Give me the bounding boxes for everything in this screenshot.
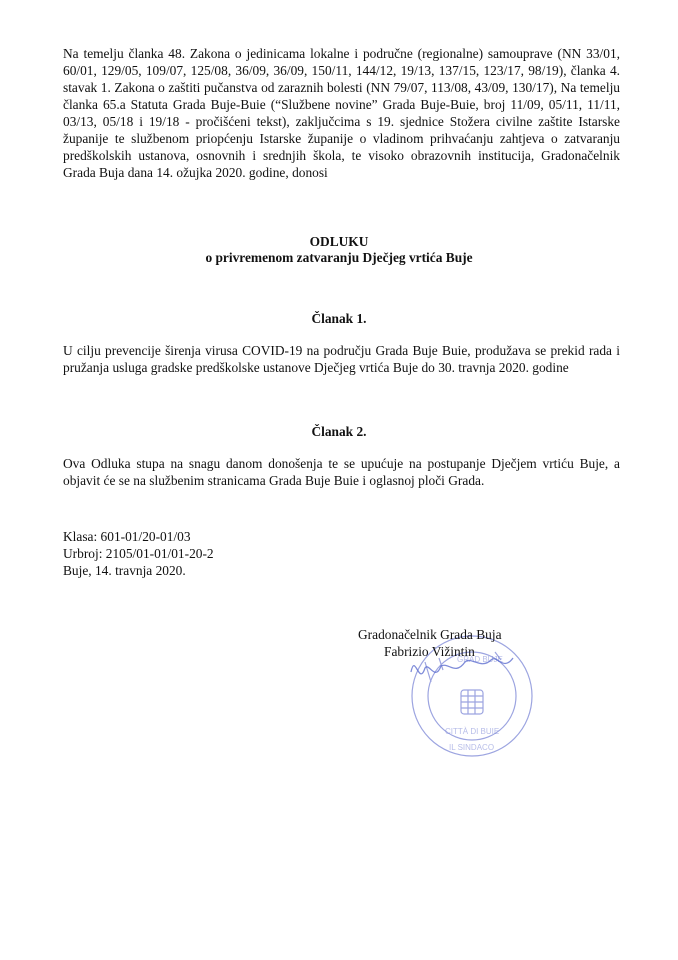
klasa: Klasa: 601-01/20-01/03 <box>63 529 191 544</box>
article-2-heading: Članak 2. <box>311 424 367 439</box>
svg-text:GRAD BUJE: GRAD BUJE <box>457 655 503 664</box>
urbroj: Urbroj: 2105/01-01/01-20-2 <box>63 546 214 561</box>
signatory-role: Gradonačelnik Grada Buja <box>358 627 502 642</box>
article-2-text: Ova Odluka stupa na snagu danom donošenja te se upućuje na postupanje Dječjem vrtiću Buje, a objavit će se na službenim stranicama Grada Buje Buie i oglasnoj ploči Grada. <box>63 456 620 488</box>
signatory-name: Fabrizio Vižintin <box>384 644 475 659</box>
preamble-paragraph: Na temelju članka 48. Zakona o jedinicama lokalne i područne (regionalne) samouprave (NN 33/01, 60/01, 129/05, 109/07, 125/08, 36/09, 36/09, 150/11, 144/12, 19/13, 137/15, 123/17, 98/19), članka 4. stavak 1. Zakona o zaštiti pučanstva od zaraznih bolesti (NN 79/07, 113/08, 43/09, 130/17), Na temelju članka 65.a Statuta Grada Buje-Buie (“Službene novine” Grada Buje-Buie, broj 11/09, 05/11, 11/11, 03/13, 05/18 i 19/18 - pročišćeni tekst), zaključcima s 19. sjednice Stožera civilne zaštite Istarske županije te službenom priopćenju Istarske županije o vladinom prihvaćanju zahtjeva o zatvaranju predškolskih ustanova, osnovnih i srednjih škola, te visoko obrazovnih institucija, Gradonačelnik Grada Buja dana 14. ožujka 2020. godine, donosi <box>63 46 620 180</box>
article-1-text: U cilju prevencije širenja virusa COVID-19 na području Grada Buje Buie, produžava se prekid rada i pružanja usluga gradske predškolske ustanove Dječjeg vrtića Buje do 30. travnja 2020. godine <box>63 343 620 375</box>
article-1-heading: Članak 1. <box>311 311 367 326</box>
svg-text:IL SINDACO: IL SINDACO <box>449 743 495 752</box>
place-date: Buje, 14. travnja 2020. <box>63 563 186 578</box>
signature-block <box>358 626 502 660</box>
document-title: ODLUKU <box>309 234 369 249</box>
document-meta <box>63 528 214 579</box>
document-subtitle: o privremenom zatvaranju Dječjeg vrtića Buje <box>205 250 473 265</box>
svg-text:CITTÀ DI BUIE: CITTÀ DI BUIE <box>445 727 500 736</box>
